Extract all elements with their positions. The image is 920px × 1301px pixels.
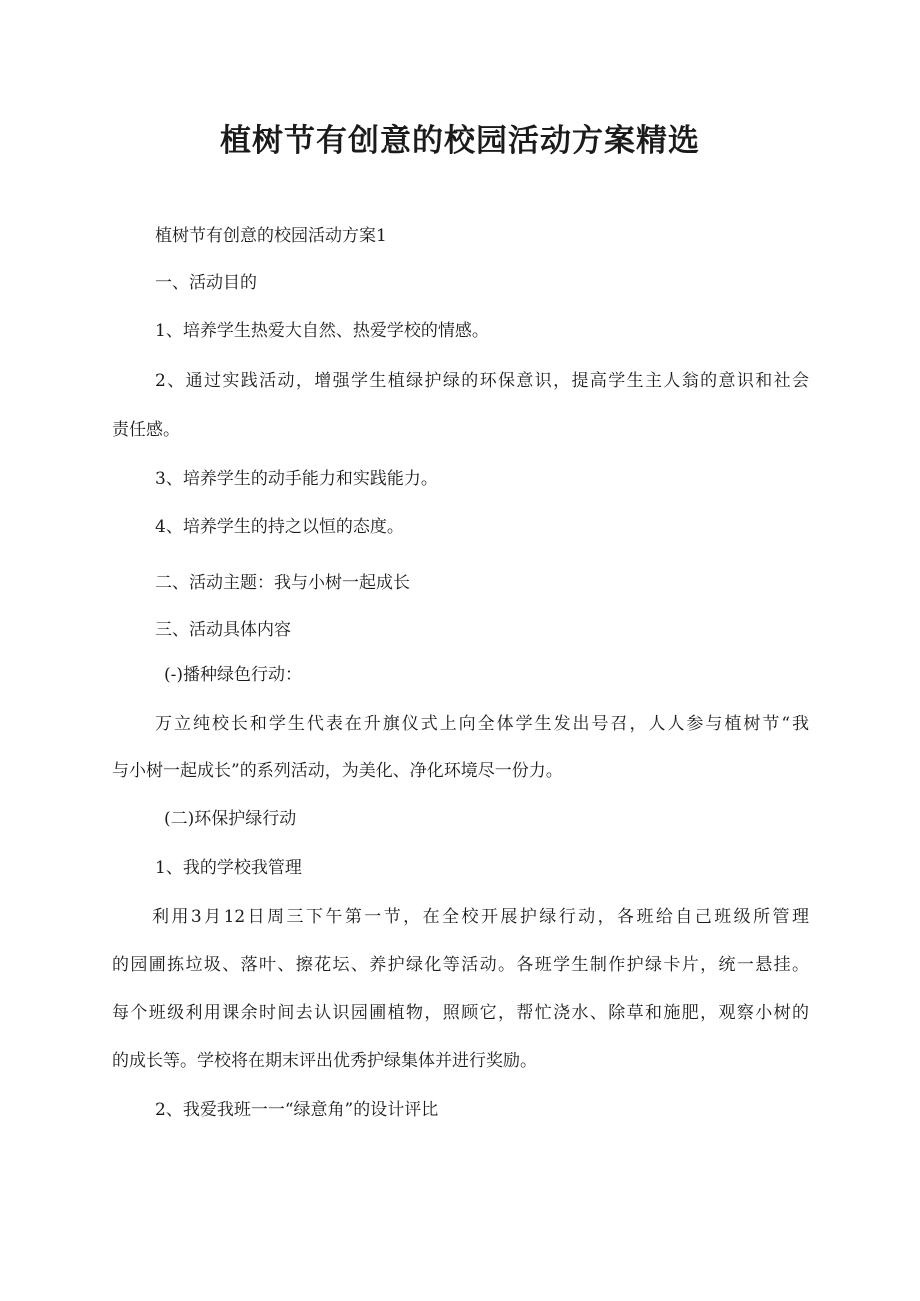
heading-activity-theme: 二、活动主题：我与小树一起成长 — [155, 573, 410, 593]
heading-activity-content: 三、活动具体内容 — [155, 620, 291, 640]
document-title: 植树节有创意的校园活动方案精选 — [220, 123, 700, 159]
sowing-paragraph-line-1: 万立纯校长和学生代表在升旗仪式上向全体学生发出号召，人人参与植树节“我 — [155, 714, 809, 734]
item-green-corner: 2、我爱我班一一“绿意角”的设计评比 — [155, 1100, 439, 1120]
school-paragraph-line-3: 每个班级利用课余时间去认识园圃植物，照顾它，帮忙浇水、除草和施肥，观察小树的 — [112, 1003, 809, 1023]
subheading-sowing-green: (-)播种绿色行动： — [164, 665, 303, 685]
school-paragraph-line-2: 的园圃拣垃圾、落叶、擦花坛、养护绿化等活动。各班学生制作护绿卡片，统一悬挂。 — [112, 955, 809, 975]
purpose-item-3: 3、培养学生的动手能力和实践能力。 — [155, 469, 438, 489]
school-paragraph-line-1: 利用3月12日周三下午第一节，在全校开展护绿行动，各班给自己班级所管理 — [152, 907, 809, 927]
school-paragraph-line-4: 的成长等。学校将在期末评出优秀护绿集体并进行奖励。 — [112, 1051, 537, 1071]
purpose-item-2-line-2: 责任感。 — [112, 420, 180, 440]
purpose-item-2-line-1: 2、通过实践活动，增强学生植绿护绿的环保意识，提高学生主人翁的意识和社会 — [155, 371, 809, 391]
purpose-item-1: 1、培养学生热爱大自然、热爱学校的情感。 — [155, 321, 489, 341]
purpose-item-4: 4、培养学生的持之以恒的态度。 — [155, 517, 404, 537]
subheading-env-protection: (二)环保护绿行动 — [164, 809, 297, 829]
section-heading-plan-1: 植树节有创意的校园活动方案1 — [155, 226, 387, 246]
sowing-paragraph-line-2: 与小树一起成长”的系列活动，为美化、净化环境尽一份力。 — [112, 761, 563, 781]
heading-activity-purpose: 一、活动目的 — [155, 273, 257, 293]
item-my-school: 1、我的学校我管理 — [155, 858, 302, 878]
